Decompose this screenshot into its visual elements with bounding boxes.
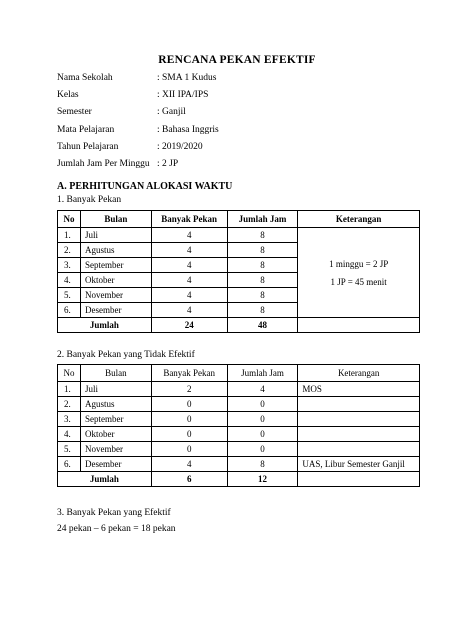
- cell-pekan: 2: [151, 382, 227, 397]
- cell-jam: 8: [227, 303, 298, 318]
- cell-pekan: 0: [151, 427, 227, 442]
- cell-no: 5.: [58, 288, 81, 303]
- cell-bulan: Agustus: [80, 243, 151, 258]
- info-value: : Ganjil: [157, 107, 186, 118]
- table-row: [58, 427, 420, 442]
- table-header-row: [58, 365, 420, 382]
- total-label: Jumlah: [58, 472, 152, 487]
- table-row: [58, 397, 420, 412]
- total-pekan: 24: [151, 318, 227, 333]
- column-header: Bulan: [80, 211, 151, 228]
- cell-bulan: Oktober: [80, 273, 151, 288]
- section-heading: A. PERHITUNGAN ALOKASI WAKTU: [57, 181, 233, 192]
- cell-pekan: 4: [151, 258, 227, 273]
- column-header: No: [58, 211, 81, 228]
- cell-pekan: 4: [151, 457, 227, 472]
- info-label: Semester: [57, 107, 92, 118]
- page-title: RENCANA PEKAN EFEKTIF: [158, 54, 316, 66]
- cell-no: 3.: [58, 412, 81, 427]
- table-pekan-tidak-efektif: [57, 364, 420, 487]
- column-header: Banyak Pekan: [151, 365, 227, 382]
- cell-keterangan: [298, 442, 420, 457]
- info-value: : Bahasa Inggris: [157, 124, 219, 135]
- cell-pekan: 0: [151, 412, 227, 427]
- info-value: : 2 JP: [157, 158, 179, 169]
- cell-bulan: Juli: [80, 228, 151, 243]
- info-row: [57, 122, 219, 139]
- cell-jam: 8: [227, 258, 298, 273]
- table-header-row: [58, 211, 420, 228]
- cell-pekan: 0: [151, 397, 227, 412]
- total-label: Jumlah: [58, 318, 152, 333]
- cell-bulan: September: [80, 258, 151, 273]
- cell-keterangan: [298, 412, 420, 427]
- total-ket-empty: [298, 318, 420, 333]
- total-jam: 12: [227, 472, 298, 487]
- cell-jam: 8: [227, 288, 298, 303]
- cell-jam: 8: [227, 243, 298, 258]
- info-value: : XII IPA/IPS: [157, 90, 209, 101]
- total-jam: 48: [227, 318, 298, 333]
- table-total-row: [58, 472, 420, 487]
- cell-keterangan: UAS, Libur Semester Ganjil: [298, 457, 420, 472]
- cell-bulan: September: [80, 412, 151, 427]
- column-header: Keterangan: [298, 211, 420, 228]
- column-header: No: [58, 365, 81, 382]
- info-row: [57, 156, 219, 173]
- cell-jam: 0: [227, 442, 298, 457]
- cell-no: 6.: [58, 457, 81, 472]
- effective-weeks-formula: 24 pekan – 6 pekan = 18 pekan: [57, 524, 176, 534]
- info-label: Nama Sekolah: [57, 73, 113, 83]
- cell-jam: 8: [227, 273, 298, 288]
- cell-keterangan: MOS: [298, 382, 420, 397]
- cell-bulan: Desember: [80, 303, 151, 318]
- info-row: [57, 104, 219, 121]
- table-total-row: [58, 318, 420, 333]
- cell-no: 4.: [58, 427, 81, 442]
- cell-no: 6.: [58, 303, 81, 318]
- column-header: Banyak Pekan: [151, 211, 227, 228]
- cell-no: 2.: [58, 243, 81, 258]
- cell-jam: 8: [227, 228, 298, 243]
- cell-jam: 4: [227, 382, 298, 397]
- subheading-banyak-pekan: 1. Banyak Pekan: [57, 195, 122, 205]
- total-ket-empty: [298, 472, 420, 487]
- cell-bulan: November: [80, 442, 151, 457]
- info-label: Tahun Pelajaran: [57, 141, 119, 152]
- cell-keterangan: [298, 427, 420, 442]
- info-label: Kelas: [57, 90, 79, 101]
- table-row: [58, 382, 420, 397]
- column-header: Bulan: [80, 365, 151, 382]
- cell-bulan: November: [80, 288, 151, 303]
- cell-no: 1.: [58, 228, 81, 243]
- column-header: Jumlah Jam: [227, 211, 298, 228]
- table-banyak-pekan: [57, 210, 420, 333]
- cell-pekan: 4: [151, 288, 227, 303]
- info-row: [57, 70, 219, 87]
- cell-bulan: Agustus: [80, 397, 151, 412]
- cell-jam: 8: [227, 457, 298, 472]
- cell-keterangan: [298, 397, 420, 412]
- info-row: [57, 87, 219, 104]
- info-row: [57, 139, 219, 156]
- info-block: [57, 70, 219, 173]
- table-row: [58, 412, 420, 427]
- cell-no: 4.: [58, 273, 81, 288]
- table-row: [58, 457, 420, 472]
- cell-keterangan: [298, 228, 420, 318]
- total-pekan: 6: [151, 472, 227, 487]
- cell-pekan: 4: [151, 243, 227, 258]
- ket-line: 1 JP = 45 menit: [330, 276, 387, 287]
- cell-bulan: Desember: [80, 457, 151, 472]
- cell-bulan: Juli: [80, 382, 151, 397]
- cell-pekan: 0: [151, 442, 227, 457]
- cell-no: 3.: [58, 258, 81, 273]
- cell-no: 5.: [58, 442, 81, 457]
- cell-no: 2.: [58, 397, 81, 412]
- column-header: Keterangan: [298, 365, 420, 382]
- info-value: : SMA 1 Kudus: [157, 73, 217, 83]
- column-header: Jumlah Jam: [227, 365, 298, 382]
- info-value: : 2019/2020: [157, 141, 203, 152]
- table-row: [58, 228, 420, 243]
- subheading-pekan-tidak-efektif: 2. Banyak Pekan yang Tidak Efektif: [57, 350, 195, 360]
- info-label: Jumlah Jam Per Minggu: [57, 158, 150, 169]
- cell-jam: 0: [227, 412, 298, 427]
- cell-pekan: 4: [151, 228, 227, 243]
- cell-jam: 0: [227, 397, 298, 412]
- table-row: [58, 442, 420, 457]
- subheading-pekan-efektif: 3. Banyak Pekan yang Efektif: [57, 508, 171, 518]
- ket-line: 1 minggu = 2 JP: [329, 258, 389, 269]
- cell-pekan: 4: [151, 303, 227, 318]
- info-label: Mata Pelajaran: [57, 124, 115, 135]
- cell-jam: 0: [227, 427, 298, 442]
- cell-no: 1.: [58, 382, 81, 397]
- cell-pekan: 4: [151, 273, 227, 288]
- cell-bulan: Oktober: [80, 427, 151, 442]
